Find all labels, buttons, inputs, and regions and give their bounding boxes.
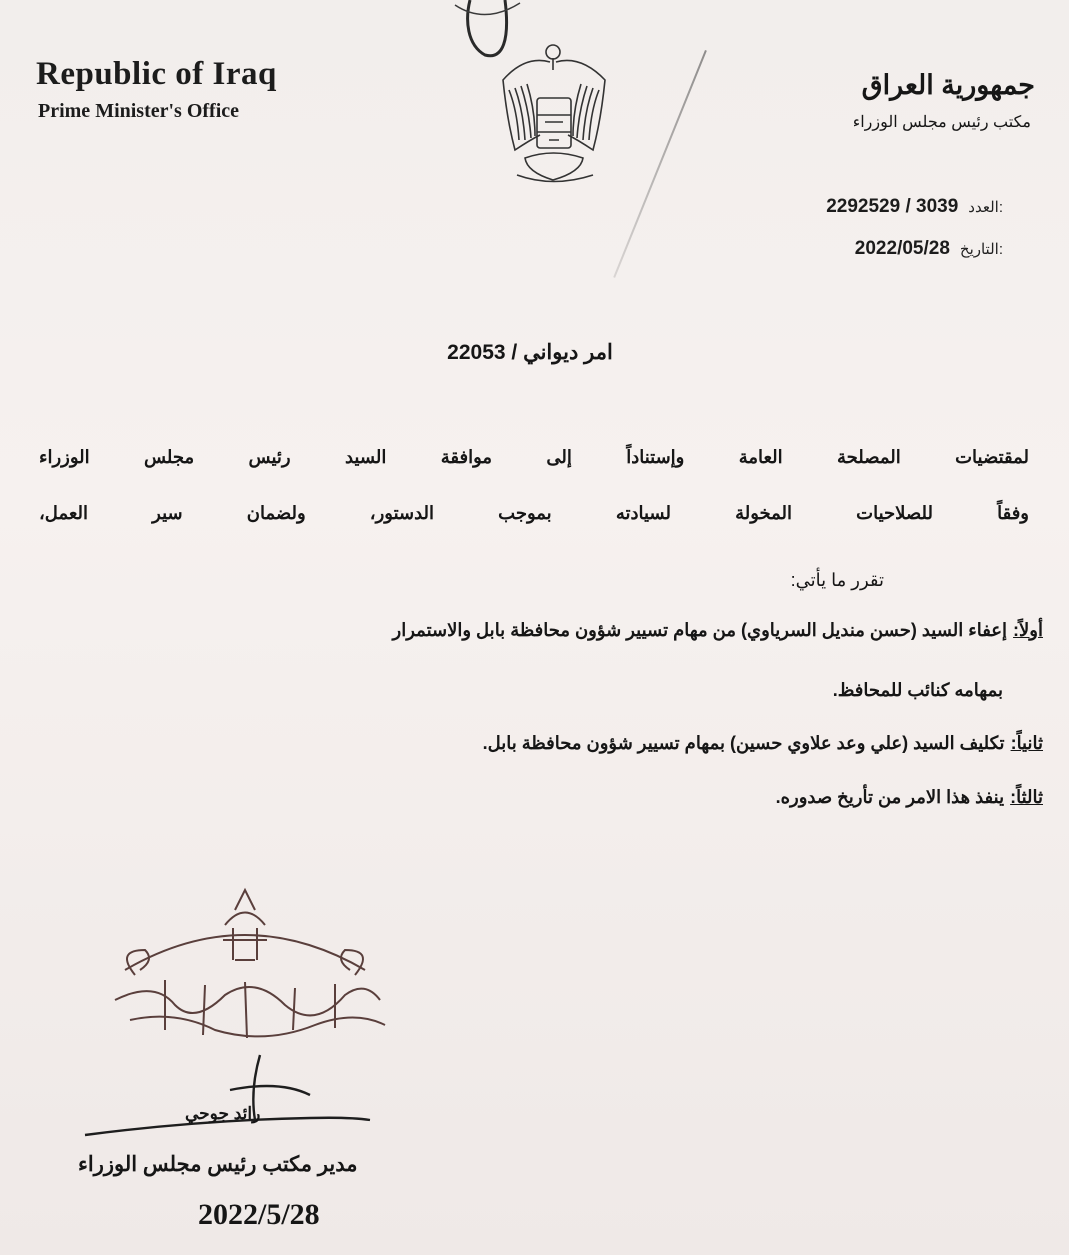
body-line-decision: تقرر ما يأتي:	[790, 570, 884, 590]
document-date-label: التاريخ:	[959, 241, 1003, 258]
list-item-3	[776, 787, 1043, 809]
header-arabic-title: جمهورية العراق	[861, 70, 1035, 100]
diagonal-pen-stroke	[613, 50, 707, 278]
document-date-value: 2022/05/28	[854, 238, 950, 259]
item-2-label: ثانياً:	[1010, 733, 1043, 753]
signature-date: 2022/5/28	[198, 1198, 320, 1231]
reference-number-value: 2292529 / 3039	[826, 196, 959, 217]
list-item-1	[33, 620, 1043, 642]
reference-number-label: العدد:	[968, 199, 1003, 216]
document-date-row	[855, 238, 1003, 260]
order-title: امر ديواني / 22053	[447, 341, 613, 364]
handwritten-signature	[80, 1050, 380, 1140]
signatory-title: مدير مكتب رئيس مجلس الوزراء	[78, 1153, 358, 1176]
item-2-text: تكليف السيد (علي وعد علاوي حسين) بمهام تسيير شؤون محافظة بابل.	[482, 733, 1005, 753]
body-line-1: لمقتضيات المصلحة العامة وإستناداً إلى موافقة السيد رئيس مجلس الوزراء	[39, 447, 1029, 467]
body-line-2: وفقاً للصلاحيات المخولة لسيادته بموجب الدستور، ولضمان سير العمل،	[39, 503, 1029, 523]
list-item-2	[483, 733, 1043, 755]
item-1-label: أولاً:	[1013, 620, 1043, 640]
iraq-emblem-icon	[495, 40, 615, 190]
header-english-subtitle: Prime Minister's Office	[38, 100, 240, 122]
header-english-title: Republic of Iraq	[36, 56, 277, 92]
list-item-1-continuation: بمهامه كنائب للمحافظ.	[832, 680, 1003, 700]
reference-number-row	[826, 196, 1003, 218]
item-1-text: إعفاء السيد (حسن منديل السرياوي) من مهام تسيير شؤون محافظة بابل والاستمرار	[392, 620, 1008, 640]
item-3-text: ينفذ هذا الامر من تأريخ صدوره.	[775, 787, 1005, 807]
header-arabic-subtitle: مكتب رئيس مجلس الوزراء	[852, 114, 1031, 131]
item-3-label: ثالثاً:	[1010, 787, 1043, 807]
signatory-name: رائد جوحي	[185, 1104, 261, 1123]
